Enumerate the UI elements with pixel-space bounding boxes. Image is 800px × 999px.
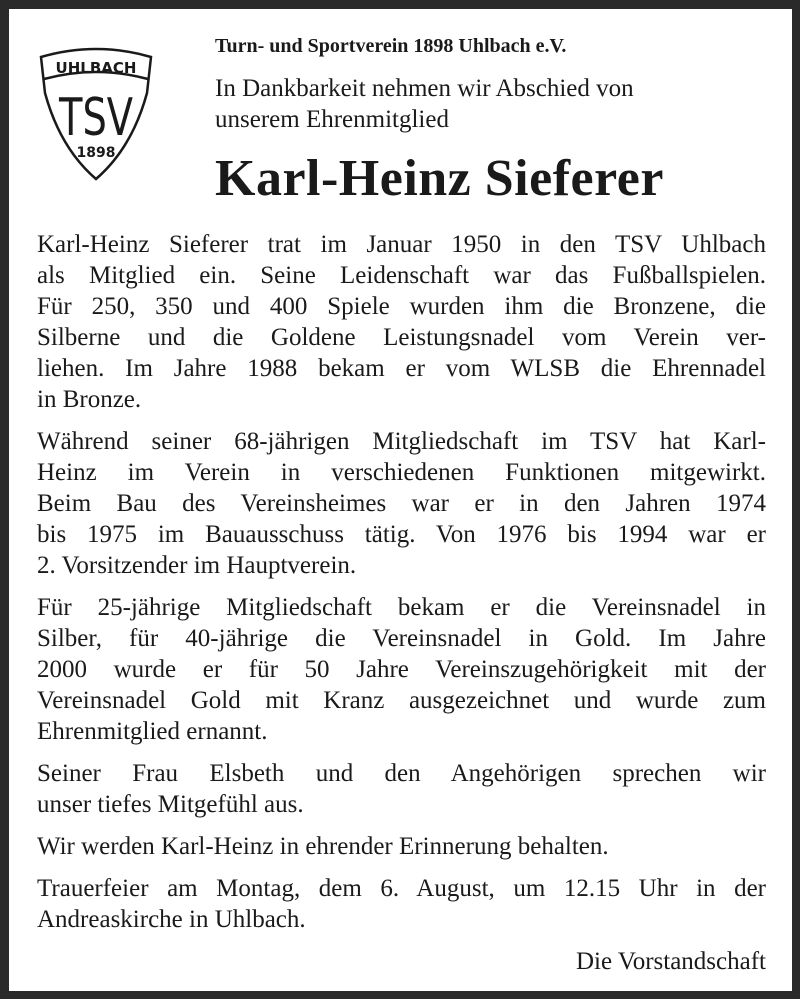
organization-name: Turn- und Sportverein 1898 Uhlbach e.V. [215, 35, 567, 57]
logo-main-text: TSV [59, 87, 134, 149]
paragraph [37, 229, 766, 415]
tsv-uhlbach-logo [37, 43, 155, 183]
obituary-body [37, 229, 766, 977]
text-line: liehen. Im Jahre 1988 bekam er vom WLSB die Ehrennadel [37, 355, 766, 382]
signature: Die Vorstandschaft [575, 948, 766, 975]
paragraph [37, 831, 766, 862]
text-line: 2. Vorsitzender im Hauptverein. [37, 552, 357, 579]
text-line: in Bronze. [37, 386, 142, 413]
text-line: Andreaskirche in Uhlbach. [37, 906, 306, 933]
text-line: bis 1975 im Bauausschuss tätig. Von 1976 bis 1994 war er [37, 521, 766, 548]
text-line: Trauerfeier am Montag, dem 6. August, um 12.15 Uhr in der [37, 875, 766, 902]
intro-text [215, 73, 766, 135]
text-line: Seiner Frau Elsbeth und den Angehörigen sprechen wir [37, 760, 766, 787]
intro-line: unserem Ehrenmitglied [215, 106, 449, 133]
text-line: Heinz im Verein in verschiedenen Funktionen mitgewirkt. [37, 459, 766, 486]
text-line: Ehrenmitglied ernannt. [37, 718, 268, 745]
text-line: Silberne und die Goldene Leistungsnadel vom Verein ver- [37, 324, 766, 351]
text-line: Vereinsnadel Gold mit Kranz ausgezeichnet und wurde zum [37, 687, 766, 714]
text-line: Für 25-jährige Mitgliedschaft bekam er die Vereinsnadel in [37, 594, 766, 621]
text-line: Beim Bau des Vereinsheimes war er in den Jahren 1974 [37, 490, 766, 517]
text-line: Während seiner 68-jährigen Mitgliedschaft im TSV hat Karl- [37, 428, 766, 455]
logo-top-text: UHLBACH [55, 59, 137, 77]
text-line: Silber, für 40-jährige die Vereinsnadel in Gold. Im Jahre [37, 625, 766, 652]
paragraph [37, 873, 766, 935]
logo-year: 1898 [76, 145, 116, 161]
obituary-notice [9, 9, 792, 991]
intro-line: In Dankbarkeit nehmen wir Abschied von [215, 75, 634, 102]
text-line: unser tiefes Mitgefühl aus. [37, 791, 304, 818]
paragraph [37, 758, 766, 820]
text-line: 2000 wurde er für 50 Jahre Vereinszugehörigkeit mit der [37, 656, 766, 683]
text-line: als Mitglied ein. Seine Leidenschaft war das Fußballspielen. [37, 262, 766, 289]
text-line: Wir werden Karl-Heinz in ehrender Erinnerung behalten. [37, 833, 609, 860]
text-line: Für 250, 350 und 400 Spiele wurden ihm die Bronzene, die [37, 293, 766, 320]
paragraph [37, 592, 766, 747]
text-line: Karl-Heinz Sieferer trat im Januar 1950 in den TSV Uhlbach [37, 231, 766, 258]
deceased-name: Karl-Heinz Sieferer [215, 150, 664, 207]
paragraph [37, 426, 766, 581]
